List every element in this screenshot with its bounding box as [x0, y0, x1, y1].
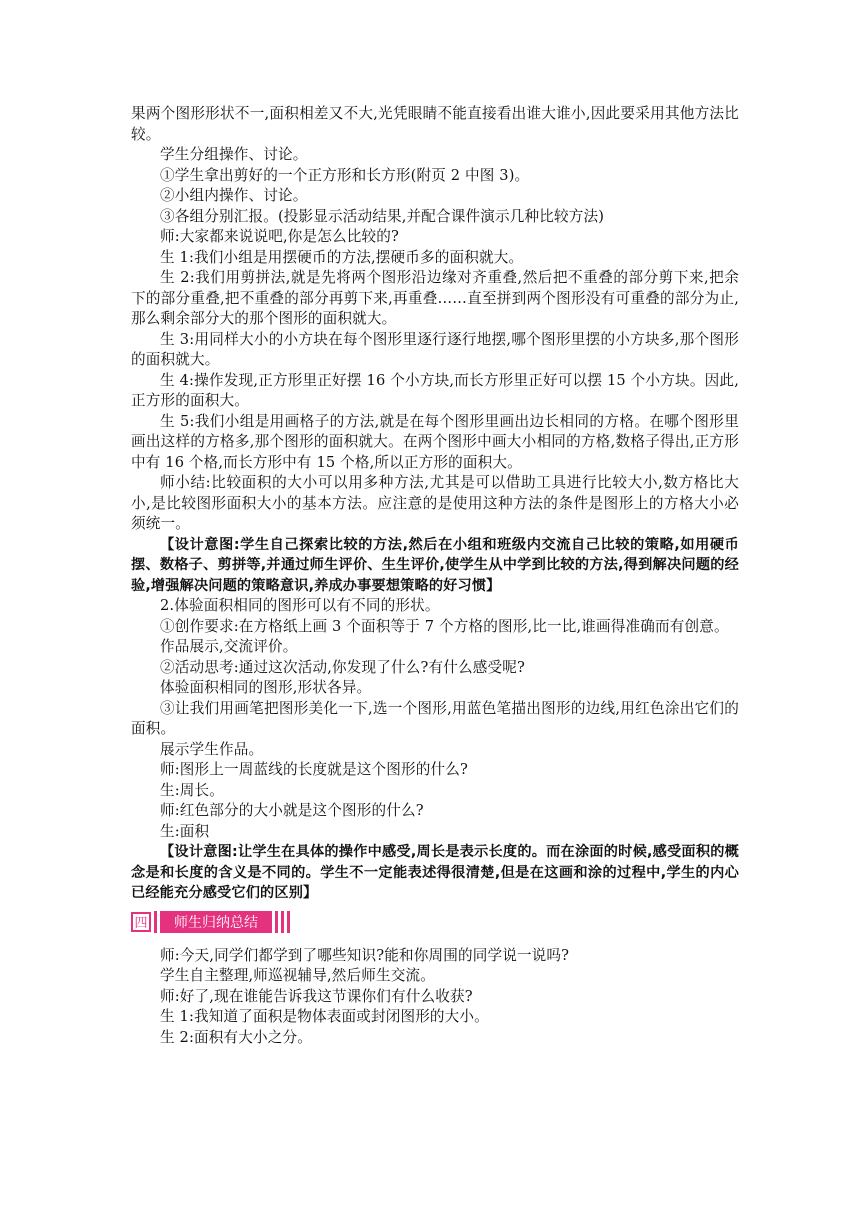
paragraph-group-activity — [131, 104, 739, 904]
paragraph: 学生自主整理,师巡视辅导,然后师生交流。 — [160, 967, 435, 984]
paragraph: 生 2:我们用剪拼法,就是先将两个图形沿边缘对齐重叠,然后把不重叠的部分剪下来,把余下的部分重叠,把不重叠的部分再剪下来,再重叠……直至拼到两个图形没有可重叠的部分为止,那么剩余部分大的那个图形的面积就大。 — [131, 269, 739, 327]
document-body — [131, 104, 739, 1048]
paragraph: 师小结:比较面积的大小可以用多种方法,尤其是可以借助工具进行比较大小,数方格比大小,是比较图形面积大小的基本方法。应注意的是使用这种方法的条件是图形上的方格大小必须统一。 — [131, 474, 739, 532]
paragraph: 生 3:用同样大小的小方块在每个图形里逐行逐行地摆,哪个图形里摆的小方块多,那个图形的面积就大。 — [131, 330, 739, 368]
paragraph: 展示学生作品。 — [160, 740, 264, 758]
paragraph: 生:面积 — [160, 822, 210, 840]
paragraph: 作品展示,交流评价。 — [160, 638, 298, 655]
design-intent-paragraph: 【设计意图:学生自己探索比较的方法,然后在小组和班级内交流自己比较的策略,如用硬币摆、数格子、剪拼等,并通过师生评价、生生评价,使学生从中学到比较的方法,得到解决问题的经验,增强解决问题的策略意识,养成办事要想策略的好习惯】 — [131, 536, 739, 594]
paragraph: 生 1:我们小组是用摆硬币的方法,摆硬币多的面积就大。 — [160, 248, 524, 266]
paragraph: 师:大家都来说说吧,你是怎么比较的? — [160, 228, 399, 245]
paragraph: ③各组分别汇报。(投影显示活动结果,并配合课件演示几种比较方法) — [160, 207, 605, 225]
section-bar-tail-3 — [287, 911, 290, 933]
paragraph: 师:红色部分的大小就是这个图形的什么? — [160, 802, 424, 819]
paragraph: 体验面积相同的图形,形状各异。 — [160, 679, 372, 696]
section-bar-left — [154, 911, 157, 933]
section-bar-tail-2 — [281, 911, 284, 933]
design-intent-paragraph: 【设计意图:让学生在具体的操作中感受,周长是表示长度的。而在涂面的时候,感受面积的概念是和长度的含义是不同的。学生不一定能表述得很清楚,但是在这画和涂的过程中,学生的内心已经能充分感受它们的区别】 — [131, 844, 739, 901]
paragraph: 生 2:面积有大小之分。 — [160, 1028, 312, 1046]
paragraph: ②小组内操作、讨论。 — [160, 187, 308, 204]
paragraph: 师:今天,同学们都学到了哪些知识?能和你周围的同学说一说吗? — [160, 946, 570, 964]
paragraph: 生 1:我知道了面积是物体表面或封闭图形的大小。 — [160, 1008, 489, 1025]
section-header — [131, 910, 739, 934]
section-title: 师生归纳总结 — [160, 911, 272, 933]
paragraph: ①学生拿出剪好的一个正方形和长方形(附页 2 中图 3)。 — [160, 166, 530, 184]
paragraph: ②活动思考:通过这次活动,你发现了什么?有什么感受呢? — [160, 658, 525, 676]
paragraph: 师:图形上一周蓝线的长度就是这个图形的什么? — [160, 761, 468, 778]
paragraph: 生 5:我们小组是用画格子的方法,就是在每个图形里画出边长相同的方格。在哪个图形里画出这样的方格多,那个图形的面积就大。在两个图形中画大小相同的方格,数格子得出,正方形中有 16 个格,而长方形中有 15 个格,所以正方形的面积大。 — [131, 412, 739, 471]
paragraph: 生 4:操作发现,正方形里正好摆 16 个小方块,而长方形里正好可以摆 15 个小方块。因此,正方形的面积大。 — [131, 371, 739, 409]
paragraph: 2.体验面积相同的图形可以有不同的形状。 — [160, 597, 440, 614]
paragraph: ③让我们用画笔把图形美化一下,选一个图形,用蓝色笔描出图形的边线,用红色涂出它们的面积。 — [131, 699, 739, 737]
section-bar-tail-1 — [275, 911, 278, 933]
paragraph: 师:好了,现在谁能告诉我这节课你们有什么收获? — [160, 987, 473, 1005]
paragraph-group-summary — [131, 946, 739, 1049]
paragraph: ①创作要求:在方格纸上画 3 个面积等于 7 个方格的图形,比一比,谁画得准确而有创意。 — [160, 617, 729, 635]
paragraph: 学生分组操作、讨论。 — [160, 146, 308, 163]
section-number: 四 — [131, 912, 151, 932]
paragraph: 果两个图形形状不一,面积相差又不大,光凭眼睛不能直接看出谁大谁小,因此要采用其他方法比较。 — [131, 105, 739, 143]
paragraph: 生:周长。 — [160, 781, 225, 799]
